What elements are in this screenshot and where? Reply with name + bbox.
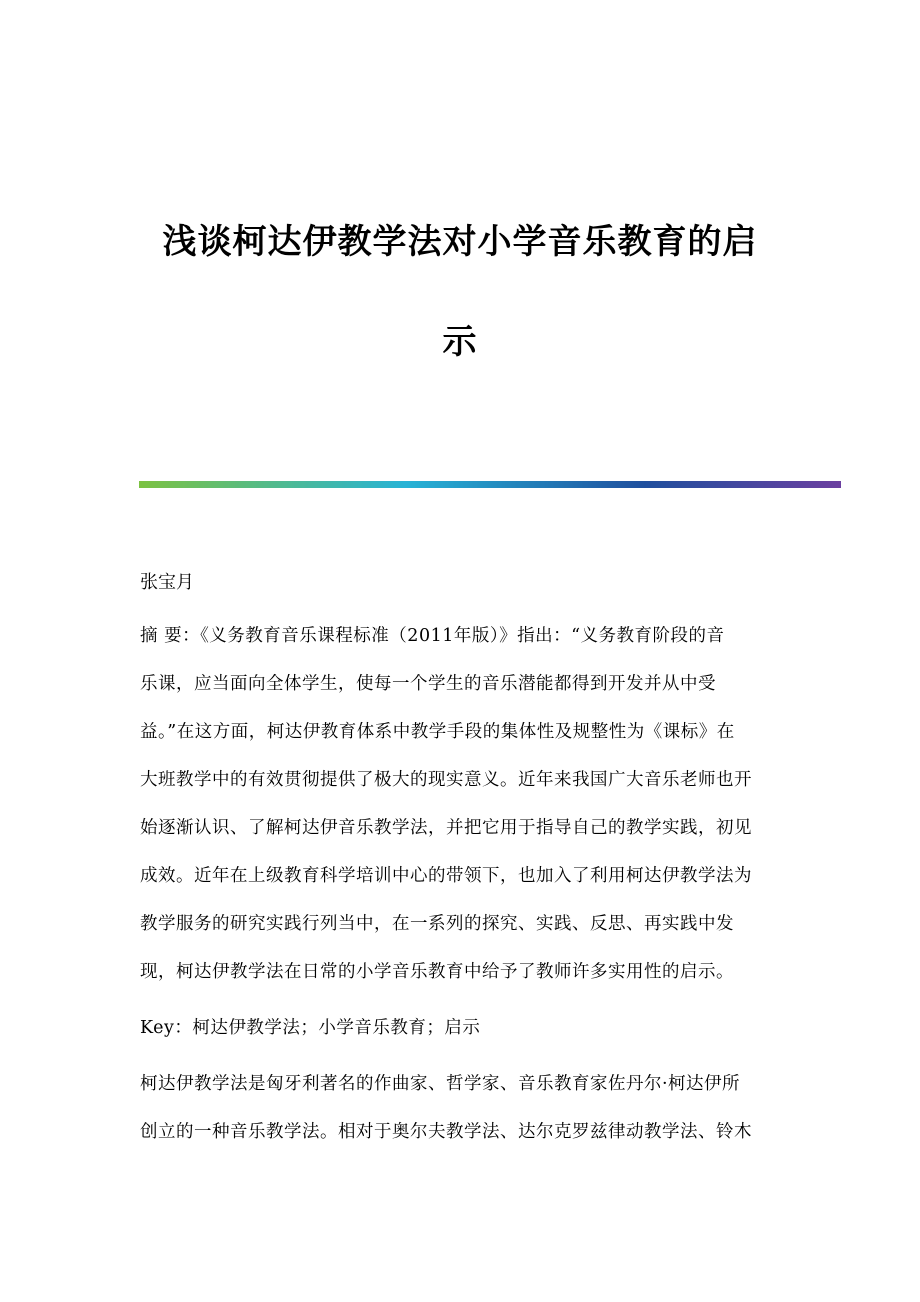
author-name: 张宝月 bbox=[140, 572, 194, 593]
abstract-line: 大班教学中的有效贯彻提供了极大的现实意义。近年来我国广大音乐老师也开 bbox=[140, 770, 752, 790]
body-line: 柯达伊教学法是匈牙利著名的作曲家、哲学家、音乐教育家佐丹尔·柯达伊所 bbox=[140, 1074, 741, 1094]
abstract-line: 成效。近年在上级教育科学培训中心的带领下，也加入了利用柯达伊教学法为 bbox=[140, 866, 752, 886]
body-line: 创立的一种音乐教学法。相对于奥尔夫教学法、达尔克罗兹律动教学法、铃木 bbox=[140, 1122, 752, 1142]
abstract-line: 现，柯达伊教学法在日常的小学音乐教育中给予了教师许多实用性的启示。 bbox=[140, 962, 734, 982]
body-paragraph bbox=[140, 1072, 780, 1168]
abstract-line: 乐课，应当面向全体学生，使每一个学生的音乐潜能都得到开发并从中受 bbox=[140, 674, 716, 694]
keywords-line: Key：柯达伊教学法；小学音乐教育；启示 bbox=[140, 1018, 481, 1038]
document-title-line-1: 浅谈柯达伊教学法对小学音乐教育的启 bbox=[162, 222, 758, 262]
abstract-line: 摘 要：《义务教育音乐课程标准（2011年版）》指出：“义务教育阶段的音 bbox=[140, 626, 725, 646]
abstract-paragraph bbox=[140, 624, 780, 1008]
abstract-line: 始逐渐认识、了解柯达伊音乐教学法，并把它用于指导自己的教学实践，初见 bbox=[140, 818, 752, 838]
keywords-paragraph bbox=[140, 1016, 780, 1064]
document-title-line-2: 示 bbox=[442, 322, 478, 362]
abstract-line: 益。”在这方面，柯达伊教育体系中教学手段的集体性及规整性为《课标》在 bbox=[140, 722, 735, 742]
abstract-line: 教学服务的研究实践行列当中，在一系列的探究、实践、反思、再实践中发 bbox=[140, 914, 734, 934]
gradient-divider bbox=[139, 481, 841, 488]
